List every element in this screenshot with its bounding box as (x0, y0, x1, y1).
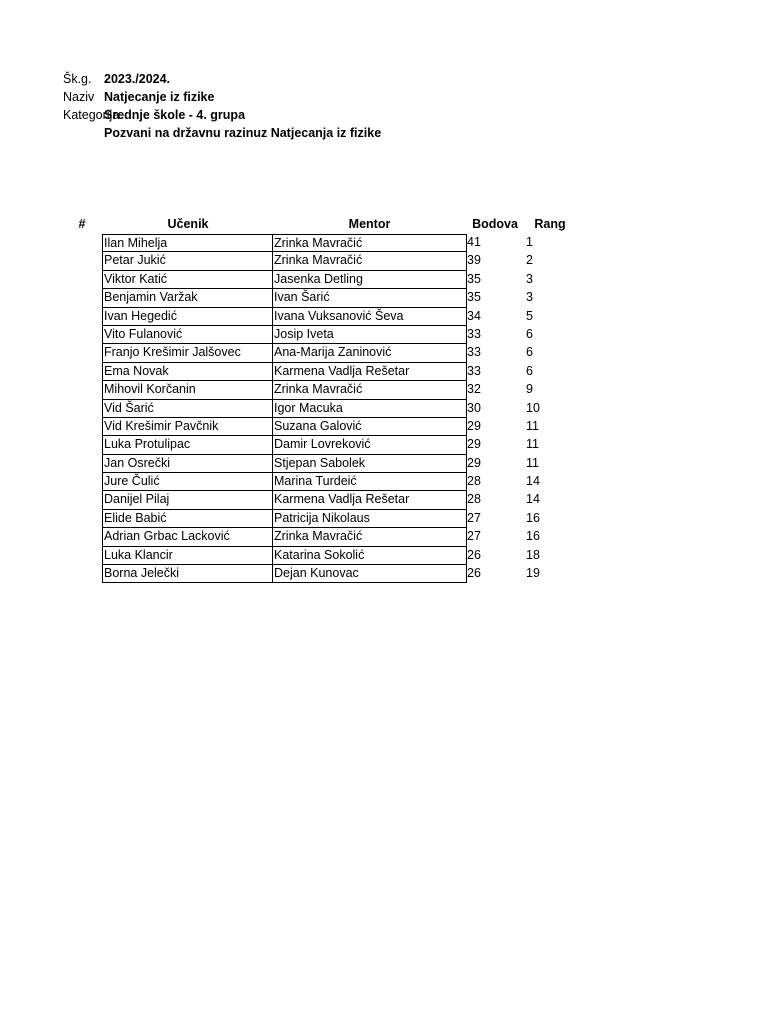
points-cell: 28 (467, 492, 481, 507)
rank-cell: 14 (526, 492, 540, 507)
mentor-name-cell: Suzana Galović (273, 418, 467, 436)
points-cell: 32 (467, 382, 481, 397)
points-cell: 35 (467, 271, 481, 286)
rank-cell: 14 (526, 474, 540, 489)
rank-cell: 16 (526, 529, 540, 544)
mentor-name-cell: Ivana Vuksanović Ševa (273, 308, 467, 326)
points-cell: 39 (467, 253, 481, 268)
student-name-cell: Mihovil Korčanin (102, 381, 273, 399)
rank-cell: 6 (526, 345, 533, 360)
student-name-cell: Ema Novak (102, 363, 273, 381)
school-year-label: Šk.g. (63, 72, 92, 86)
mentor-name-cell: Ivan Šarić (273, 289, 467, 307)
rank-cell: 11 (526, 418, 539, 433)
points-cell: 26 (467, 566, 481, 581)
title-value: Natjecanje iz fizike (104, 90, 215, 104)
rank-cell: 6 (526, 363, 533, 378)
student-name-cell: Jan Osrečki (102, 455, 273, 473)
rank-cell: 1 (526, 235, 533, 249)
mentor-name-cell: Karmena Vadlja Rešetar (273, 363, 467, 381)
mentor-name-cell: Zrinka Mavračić (273, 234, 467, 252)
mentor-name-cell: Katarina Sokolić (273, 547, 467, 565)
rank-cell: 6 (526, 326, 533, 341)
rank-cell: 3 (526, 271, 533, 286)
student-name-cell: Adrian Grbac Lacković (102, 528, 273, 546)
student-name-cell: Petar Jukić (102, 252, 273, 270)
mentor-name-cell: Stjepan Sabolek (273, 455, 467, 473)
points-cell: 33 (467, 326, 481, 341)
title-label: Naziv (63, 90, 95, 104)
invitation-note: Pozvani na državnu razinuz Natjecanja iz fizike (104, 126, 382, 140)
student-name-cell: Danijel Pilaj (102, 491, 273, 509)
student-name-cell: Viktor Katić (102, 271, 273, 289)
student-name-cell: Jure Čulić (102, 473, 273, 491)
points-cell: 27 (467, 529, 481, 544)
header-points: Bodova (472, 217, 518, 231)
mentor-name-cell: Zrinka Mavračić (273, 252, 467, 270)
category-value: Srednje škole - 4. grupa (104, 108, 246, 122)
mentor-name-cell: Marina Turdeić (273, 473, 467, 491)
student-name-cell: Vid Šarić (102, 400, 273, 418)
table-header (0, 215, 768, 233)
mentor-name-cell: Patricija Nikolaus (273, 510, 467, 528)
header-rank: Rang (534, 217, 566, 231)
points-cell: 26 (467, 547, 481, 562)
mentor-name-cell: Ana-Marija Zaninović (273, 344, 467, 362)
mentor-name-cell: Dejan Kunovac (273, 565, 467, 583)
student-name-cell: Luka Klancir (102, 547, 273, 565)
rank-cell: 18 (526, 547, 540, 562)
rank-cell: 5 (526, 308, 533, 323)
student-name-cell: Luka Protulipac (102, 436, 273, 454)
header-mentor: Mentor (348, 217, 391, 231)
student-name-cell: Vito Fulanović (102, 326, 273, 344)
rank-cell: 19 (526, 566, 540, 581)
points-cell: 35 (467, 290, 481, 305)
rank-cell: 11 (526, 437, 539, 452)
student-name-cell: Ivan Hegedić (102, 308, 273, 326)
category-label: Kategorija (63, 108, 120, 122)
student-name-cell: Franjo Krešimir Jalšovec (102, 344, 273, 362)
points-cell: 30 (467, 400, 481, 415)
points-cell: 29 (467, 418, 481, 433)
header-number: # (78, 217, 86, 231)
mentor-name-cell: Josip Iveta (273, 326, 467, 344)
student-name-cell: Borna Jelečki (102, 565, 273, 583)
points-cell: 29 (467, 437, 481, 452)
rank-cell: 2 (526, 253, 533, 268)
mentor-name-cell: Karmena Vadlja Rešetar (273, 491, 467, 509)
rank-cell: 3 (526, 290, 533, 305)
rank-cell: 11 (526, 455, 539, 470)
mentor-name-cell: Damir Lovreković (273, 436, 467, 454)
points-cell: 34 (467, 308, 481, 323)
points-cell: 28 (467, 474, 481, 489)
student-name-cell: Ilan Mihelja (102, 234, 273, 252)
mentor-name-cell: Igor Macuka (273, 400, 467, 418)
rank-cell: 9 (526, 382, 533, 397)
student-name-cell: Vid Krešimir Pavčnik (102, 418, 273, 436)
points-cell: 27 (467, 510, 481, 525)
rank-cell: 16 (526, 510, 540, 525)
mentor-name-cell: Zrinka Mavračić (273, 381, 467, 399)
header-student: Učenik (167, 217, 209, 231)
points-cell: 33 (467, 345, 481, 360)
school-year-value: 2023./2024. (104, 72, 171, 86)
mentor-name-cell: Zrinka Mavračić (273, 528, 467, 546)
points-cell: 29 (467, 455, 481, 470)
student-name-cell: Benjamin Varžak (102, 289, 273, 307)
mentor-name-cell: Jasenka Detling (273, 271, 467, 289)
student-name-cell: Elide Babić (102, 510, 273, 528)
points-cell: 33 (467, 363, 481, 378)
points-cell: 41 (467, 235, 481, 249)
rank-cell: 10 (526, 400, 540, 415)
